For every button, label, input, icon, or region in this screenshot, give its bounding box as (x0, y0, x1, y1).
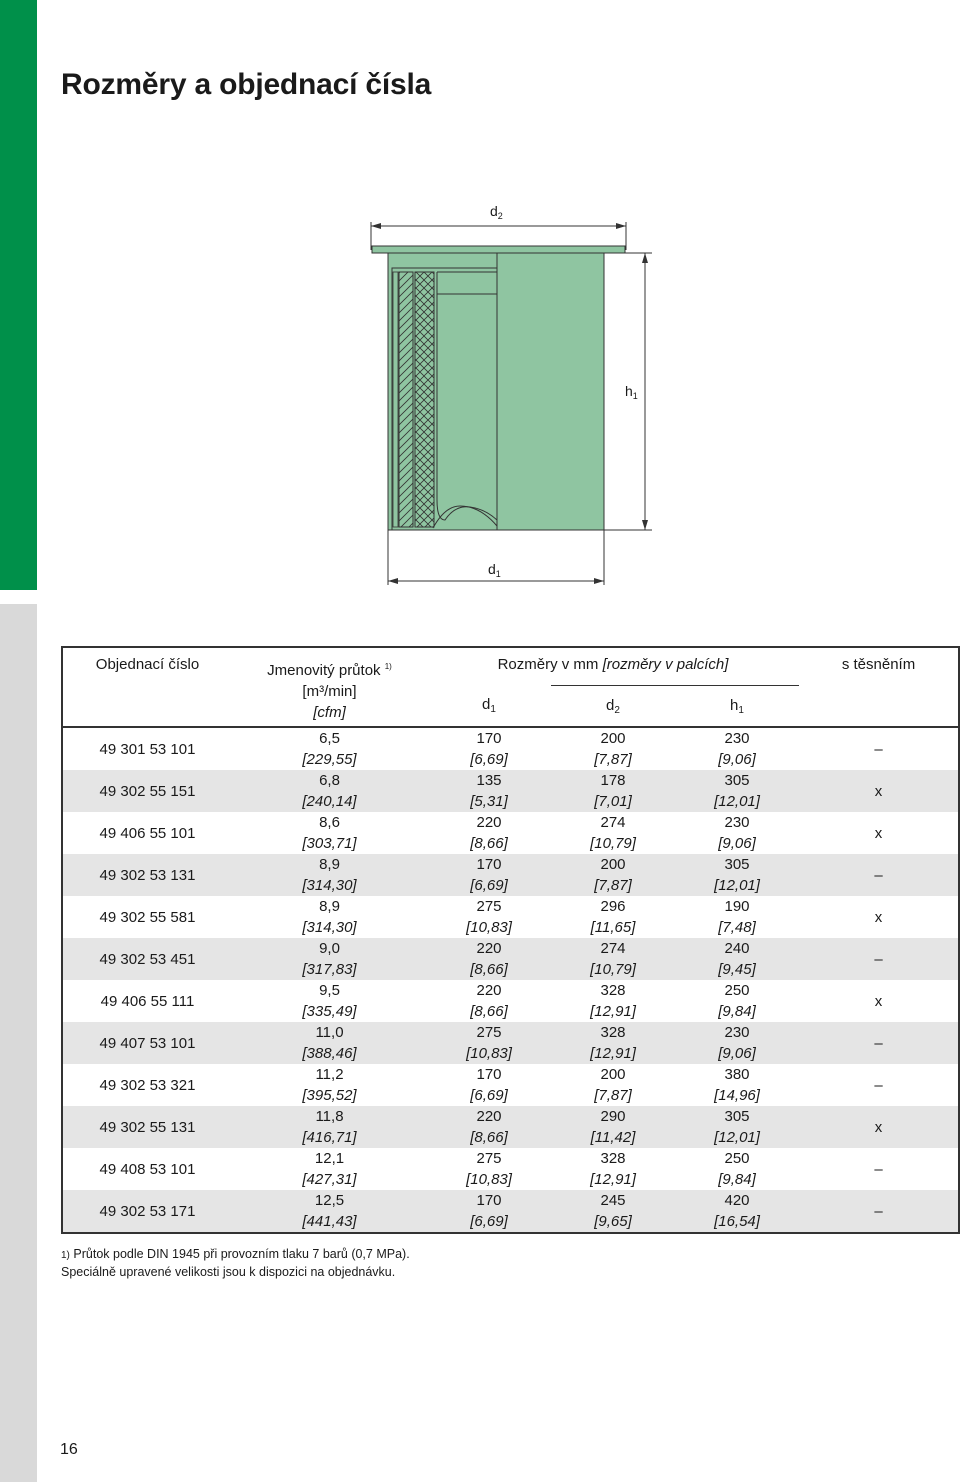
cell-d2 (551, 812, 675, 854)
value-h1-imp: [12,01] (714, 793, 760, 810)
value-d2: 274 (600, 940, 626, 957)
cell-flow (232, 1148, 427, 1190)
value-d1-imp: [8,66] (470, 835, 508, 852)
cell-order (62, 1064, 232, 1106)
cell-d2 (551, 1190, 675, 1233)
cell-flow (232, 938, 427, 980)
cell-d1 (427, 1064, 551, 1106)
cell-seal (799, 1022, 959, 1064)
cell-flow (232, 1022, 427, 1064)
value-flow: 8,9 (319, 856, 340, 873)
value-d1: 220 (476, 1108, 502, 1125)
header-d1: $d_1$ (427, 686, 551, 728)
value-seal: – (874, 740, 883, 758)
value-flow: 11,8 (315, 1108, 344, 1125)
value-h1: 240 (724, 940, 750, 957)
table-row (62, 1064, 959, 1106)
value-h1: 250 (724, 1150, 750, 1167)
label-d2: $d_2$ (490, 203, 503, 221)
value-d1-imp: [6,69] (470, 1213, 508, 1230)
cell-h1 (675, 770, 799, 812)
value-h1-imp: [14,96] (714, 1087, 760, 1104)
cell-h1 (675, 938, 799, 980)
value-flow: 9,0 (319, 940, 340, 957)
cell-d2 (551, 1022, 675, 1064)
value-d1-imp: [8,66] (470, 961, 508, 978)
value-d1-imp: [10,83] (466, 1045, 512, 1062)
value-d1: 220 (476, 982, 502, 999)
cell-d1 (427, 770, 551, 812)
value-d2: 178 (600, 772, 626, 789)
cell-flow (232, 1190, 427, 1233)
cell-order (62, 770, 232, 812)
cell-d1 (427, 980, 551, 1022)
filter-element-drawing (360, 190, 660, 590)
grey-side-bar (0, 604, 37, 1482)
cell-h1 (675, 727, 799, 770)
green-side-bar (0, 0, 37, 590)
value-d1: 170 (476, 1192, 502, 1209)
cell-seal (799, 938, 959, 980)
cell-flow (232, 727, 427, 770)
value-h1-imp: [9,06] (718, 1045, 756, 1062)
cell-d1 (427, 1190, 551, 1233)
cell-d2 (551, 896, 675, 938)
value-h1-imp: [9,84] (718, 1171, 756, 1188)
value-d1: 170 (476, 1066, 502, 1083)
cell-h1 (675, 1064, 799, 1106)
value-h1-imp: [7,48] (718, 919, 756, 936)
value-d1-imp: [8,66] (470, 1003, 508, 1020)
value-flow: 11,2 (315, 1066, 344, 1083)
value-flow: 12,5 (314, 1192, 345, 1209)
value-d1: 275 (476, 898, 502, 915)
value-d1-imp: [6,69] (470, 877, 508, 894)
cell-flow (232, 1106, 427, 1148)
label-h1: $h_1$ (625, 383, 638, 401)
cell-flow (232, 1064, 427, 1106)
value-flow-imp: [314,30] (302, 877, 357, 894)
cell-seal (799, 1148, 959, 1190)
cell-seal (799, 1106, 959, 1148)
table-row (62, 896, 959, 938)
value-flow: 8,9 (319, 898, 340, 915)
cell-h1 (675, 896, 799, 938)
page-title: Rozměry a objednací čísla (61, 68, 432, 101)
table-row (62, 770, 959, 812)
cell-order (62, 980, 232, 1022)
cell-order (62, 727, 232, 770)
label-d1: $d_1$ (488, 561, 501, 579)
value-flow: 8,6 (319, 814, 340, 831)
value-flow-imp: [416,71] (302, 1129, 357, 1146)
value-seal: – (874, 866, 883, 884)
cell-d2 (551, 980, 675, 1022)
footnotes: 1) Průtok podle DIN 1945 při provozním tlaku 7 barů (0,7 MPa). Speciálně upravené velikosti jsou k dispozici na objednávku. (61, 1247, 410, 1279)
cell-d1 (427, 938, 551, 980)
value-flow: 6,5 (319, 730, 340, 747)
value-order: 49 302 55 151 (99, 782, 196, 800)
value-flow-imp: [388,46] (302, 1045, 357, 1062)
value-flow-imp: [395,52] (302, 1087, 357, 1104)
cell-d2 (551, 854, 675, 896)
cell-flow (232, 896, 427, 938)
cell-d1 (427, 896, 551, 938)
header-flow: Jmenovitý průtok $^{1)}$ [m³/min] [cfm] (232, 647, 427, 727)
value-d2: 290 (600, 1108, 626, 1125)
value-order: 49 302 53 171 (99, 1202, 196, 1220)
value-d2: 200 (600, 730, 626, 747)
cell-d2 (551, 938, 675, 980)
cell-d1 (427, 1106, 551, 1148)
value-d1: 275 (476, 1150, 502, 1167)
header-d2: $d_2$ (551, 686, 675, 728)
value-h1: 230 (724, 1024, 750, 1041)
cell-seal (799, 980, 959, 1022)
value-d1-imp: [10,83] (466, 919, 512, 936)
header-order-no: Objednací číslo (62, 647, 232, 727)
value-d2-imp: [12,91] (590, 1045, 636, 1062)
value-d2-imp: [7,87] (594, 877, 632, 894)
value-d2: 245 (600, 1192, 626, 1209)
cell-seal (799, 727, 959, 770)
value-order: 49 408 53 101 (99, 1160, 196, 1178)
value-d2-imp: [7,01] (594, 793, 632, 810)
value-seal: – (874, 950, 883, 968)
value-flow-imp: [335,49] (302, 1003, 357, 1020)
table-row (62, 854, 959, 896)
value-flow-imp: [303,71] (302, 835, 357, 852)
cell-h1 (675, 812, 799, 854)
value-flow-imp: [240,14] (302, 793, 357, 810)
value-seal: – (874, 1034, 883, 1052)
value-seal: x (874, 1118, 883, 1136)
value-d2-imp: [7,87] (594, 751, 632, 768)
table-row (62, 980, 959, 1022)
value-d2-imp: [12,91] (590, 1003, 636, 1020)
value-seal: x (874, 908, 883, 926)
cell-order (62, 896, 232, 938)
value-h1: 420 (724, 1192, 750, 1209)
cell-d2 (551, 770, 675, 812)
value-d2-imp: [9,65] (594, 1213, 632, 1230)
cell-d2 (551, 727, 675, 770)
cell-seal (799, 1064, 959, 1106)
cell-d1 (427, 727, 551, 770)
value-d1-imp: [10,83] (466, 1171, 512, 1188)
value-seal: x (874, 824, 883, 842)
value-order: 49 302 53 321 (99, 1076, 196, 1094)
cell-d2 (551, 1106, 675, 1148)
table-row (62, 1148, 959, 1190)
value-d2: 200 (600, 856, 626, 873)
value-d1-imp: [8,66] (470, 1129, 508, 1146)
header-h1: $h_1$ (675, 686, 799, 728)
header-dimensions: Rozměry v mm [rozměry v palcích] (497, 656, 729, 673)
value-flow-imp: [317,83] (302, 961, 357, 978)
cell-h1 (675, 1190, 799, 1233)
cell-order (62, 1148, 232, 1190)
value-h1: 380 (724, 1066, 750, 1083)
table-row (62, 812, 959, 854)
value-flow-imp: [427,31] (302, 1171, 357, 1188)
cell-flow (232, 980, 427, 1022)
value-h1-imp: [9,06] (718, 835, 756, 852)
value-d1: 275 (476, 1024, 502, 1041)
cell-flow (232, 812, 427, 854)
value-h1: 230 (724, 730, 750, 747)
value-d2-imp: [7,87] (594, 1087, 632, 1104)
value-seal: x (874, 992, 883, 1010)
cell-order (62, 938, 232, 980)
value-d2: 296 (600, 898, 626, 915)
value-d2: 328 (600, 982, 626, 999)
cell-seal (799, 854, 959, 896)
cell-seal (799, 896, 959, 938)
value-h1-imp: [16,54] (714, 1213, 760, 1230)
value-d2-imp: [10,79] (590, 835, 636, 852)
value-order: 49 302 55 581 (99, 908, 196, 926)
value-order: 49 301 53 101 (99, 740, 196, 758)
value-h1: 230 (724, 814, 750, 831)
value-order: 49 407 53 101 (99, 1034, 196, 1052)
value-d2-imp: [11,65] (590, 919, 636, 936)
value-flow: 11,0 (315, 1024, 344, 1041)
value-flow-imp: [229,55] (302, 751, 357, 768)
value-h1-imp: [12,01] (714, 877, 760, 894)
value-order: 49 302 53 451 (99, 950, 196, 968)
cell-d1 (427, 812, 551, 854)
cell-flow (232, 854, 427, 896)
cell-h1 (675, 1022, 799, 1064)
value-order: 49 406 55 101 (99, 824, 196, 842)
cell-seal (799, 770, 959, 812)
table-row (62, 938, 959, 980)
value-h1-imp: [12,01] (714, 1129, 760, 1146)
value-h1: 305 (724, 856, 750, 873)
cell-h1 (675, 980, 799, 1022)
value-seal: x (874, 782, 883, 800)
table-row (62, 1022, 959, 1064)
value-d2: 328 (600, 1024, 626, 1041)
value-d2: 328 (600, 1150, 626, 1167)
value-d1: 170 (476, 856, 502, 873)
value-d2-imp: [12,91] (590, 1171, 636, 1188)
value-flow: 6,8 (319, 772, 340, 789)
value-order: 49 302 55 131 (99, 1118, 196, 1136)
dimensions-table (61, 646, 960, 1234)
cell-d1 (427, 1148, 551, 1190)
cell-order (62, 854, 232, 896)
value-d1-imp: [5,31] (470, 793, 508, 810)
value-seal: – (874, 1076, 883, 1094)
cell-d1 (427, 854, 551, 896)
cell-order (62, 1190, 232, 1233)
table-row (62, 1190, 959, 1233)
value-h1: 305 (724, 1108, 750, 1125)
value-seal: – (874, 1160, 883, 1178)
page-number: 16 (60, 1441, 78, 1458)
value-h1-imp: [9,06] (718, 751, 756, 768)
value-d1: 220 (476, 940, 502, 957)
value-d1: 170 (476, 730, 502, 747)
value-d2: 274 (600, 814, 626, 831)
value-h1-imp: [9,84] (718, 1003, 756, 1020)
table-row (62, 1106, 959, 1148)
table-row (62, 727, 959, 770)
value-flow: 12,1 (314, 1150, 345, 1167)
value-h1-imp: [9,45] (718, 961, 756, 978)
value-d1-imp: [6,69] (470, 751, 508, 768)
value-d2-imp: [10,79] (590, 961, 636, 978)
value-d2: 200 (600, 1066, 626, 1083)
value-d2-imp: [11,42] (590, 1129, 636, 1146)
value-flow-imp: [441,43] (302, 1213, 357, 1230)
header-seal: s těsněním (799, 647, 959, 727)
value-d1: 135 (476, 772, 502, 789)
cell-d2 (551, 1148, 675, 1190)
value-order: 49 406 55 111 (100, 992, 195, 1010)
cell-flow (232, 770, 427, 812)
cell-order (62, 1022, 232, 1064)
value-order: 49 302 53 131 (99, 866, 196, 884)
value-seal: – (874, 1202, 883, 1220)
value-flow-imp: [314,30] (302, 919, 357, 936)
cell-order (62, 1106, 232, 1148)
cell-h1 (675, 854, 799, 896)
cell-d2 (551, 1064, 675, 1106)
cell-seal (799, 1190, 959, 1233)
value-h1: 250 (724, 982, 750, 999)
cell-d1 (427, 1022, 551, 1064)
value-h1: 190 (724, 898, 750, 915)
value-d1-imp: [6,69] (470, 1087, 508, 1104)
value-flow: 9,5 (319, 982, 340, 999)
cell-order (62, 812, 232, 854)
cell-h1 (675, 1148, 799, 1190)
cell-seal (799, 812, 959, 854)
value-h1: 305 (724, 772, 750, 789)
cell-h1 (675, 1106, 799, 1148)
value-d1: 220 (476, 814, 502, 831)
